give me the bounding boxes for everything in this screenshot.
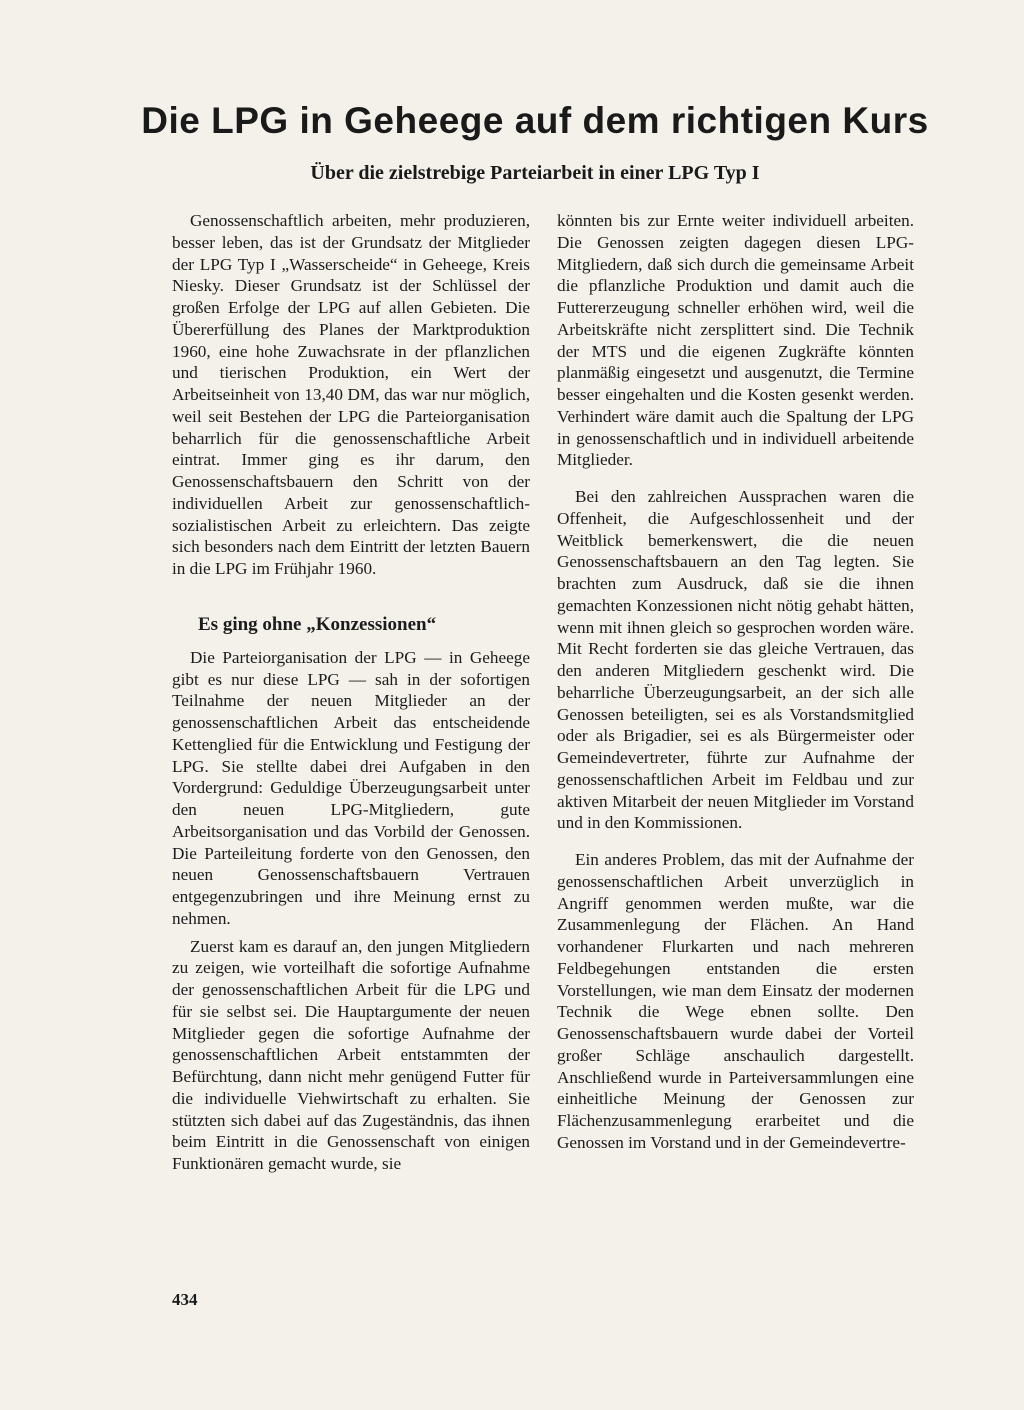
right-paragraph-3: Ein anderes Problem, das mit der Aufnahme der genossenschaftlichen Arbeit unverzüglich in Angriff genommen werden mußte, war die Zusammenlegung der Flächen. An Hand vorhandener Flurkarten und nach mehreren Feldbegehungen entstanden die ersten Vorstellungen, wie man dem Einsatz der modernen Technik die Wege ebnen sollte. Den Genossenschaftsbauern wurde dabei der Vorteil großer Schläge anschaulich dargestellt. Anschließend wurde in Parteiversammlungen eine einheitliche Meinung der Genossen zur Flächenzusammenlegung erarbeitet und die Genossen im Vorstand und in der Gemeindevertre- bbox=[557, 850, 914, 1152]
left-paragraph-2: Die Parteiorganisation der LPG — in Geheege gibt es nur diese LPG — sah in der sofortigen Teilnahme der neuen Mitglieder an der genossenschaftlichen Arbeit das entscheidende Kettenglied für die Entwicklung und Festigung der LPG. Sie stellte dabei drei Aufgaben in den Vordergrund: Geduldige Überzeugungsarbeit unter den neuen LPG-Mitgliedern, gute Arbeitsorganisation und das Vorbild der Genossen. Die Parteileitung forderte von den Genossen, den neuen Genossenschaftsbauern Vertrauen entgegenzubringen und ihre Meinung ernst zu nehmen. bbox=[172, 647, 530, 928]
left-paragraph-3: Zuerst kam es darauf an, den jungen Mitgliedern zu zeigen, wie vorteilhaft die sofortige Aufnahme der genossenschaftlichen Arbeit für die LPG und für sie selbst sei. Die Hauptargumente der neuen Mitglieder gegen die sofortige Aufnahme der genossenschaftlichen Arbeit entstammten der Befürchtung, dann nicht mehr genügend Futter für die individuelle Viehwirtschaft zu erhalten. Sie stützten sich dabei auf das Zugeständnis, das ihnen beim Eintritt in die Genossenschaft von einigen Funktionären gemacht wurde, sie bbox=[172, 936, 530, 1173]
left-paragraph-1: Genossenschaftlich arbeiten, mehr produzieren, besser leben, das ist der Grundsatz der Mitglieder der LPG Typ I „Wasserscheide“ in Geheege, Kreis Niesky. Dieser Grundsatz ist der Schlüssel der großen Erfolge der LPG auf allen Gebieten. Die Übererfüllung des Planes der Marktproduktion 1960, eine hohe Zuwachsrate in der pflanzlichen und tierischen Produktion, ein Wert der Arbeitseinheit von 13,40 DM, das war nur möglich, weil seit Bestehen der LPG die Parteiorganisation beharrlich für die genossenschaftliche Arbeit eintrat. Immer ging es ihr darum, den Genossenschaftsbauern den Schritt von der individuellen Arbeit zur genossenschaftlich-sozialistischen Arbeit zu erleichtern. Das zeigte sich besonders nach dem Eintritt der letzten Bauern in die LPG im Frühjahr 1960. bbox=[172, 211, 530, 578]
right-paragraph-1: könnten bis zur Ernte weiter individuell arbeiten. Die Genossen zeigten dagegen diesen LPG-Mitgliedern, daß sich durch die gemeinsame Arbeit die pflanzliche Produktion und damit auch die Futtererzeugung schneller erhöhen wird, weil die Arbeitskräfte nicht zersplittert sind. Die Technik der MTS und die eigenen Zugkräfte könnten planmäßig eingesetzt und ausgenutzt, die Termine besser eingehalten und die Kosten gesenkt werden. Verhindert wäre damit auch die Spaltung der LPG in genossenschaftlich und in individuell arbeitende Mitglieder. bbox=[557, 211, 914, 470]
left-column bbox=[172, 210, 530, 1175]
section-heading: Es ging ohne „Konzessionen“ bbox=[198, 613, 437, 635]
page-number: 434 bbox=[172, 1290, 198, 1309]
article-title: Die LPG in Geheege auf dem richtigen Kurs bbox=[141, 100, 929, 141]
article-subtitle: Über die zielstrebige Parteiarbeit in einer LPG Typ I bbox=[310, 162, 760, 184]
right-column bbox=[557, 210, 914, 1154]
right-paragraph-2: Bei den zahlreichen Aussprachen waren die Offenheit, die Aufgeschlossenheit und der Weitblick bemerkenswert, die die neuen Genossenschaftsbauern an den Tag legten. Sie brachten zum Ausdruck, daß sie die ihnen gemachten Konzessionen nicht nötig gehabt hätten, wenn mit ihnen gleich so gesprochen worden wäre. Mit Recht forderten sie das gleiche Vertrauen, das den anderen Mitgliedern geschenkt wird. Die beharrliche Überzeugungsarbeit, an der sich alle Genossen beteiligten, sei es als Vorstandsmitglied oder als Brigadier, sei es als Bürgermeister oder Gemeindevertreter, führte zur Aufnahme der genossenschaftlichen Arbeit im Feldbau und zur aktiven Mitarbeit der neuen Mitglieder im Vorstand und in den Kommissionen. bbox=[557, 487, 914, 833]
